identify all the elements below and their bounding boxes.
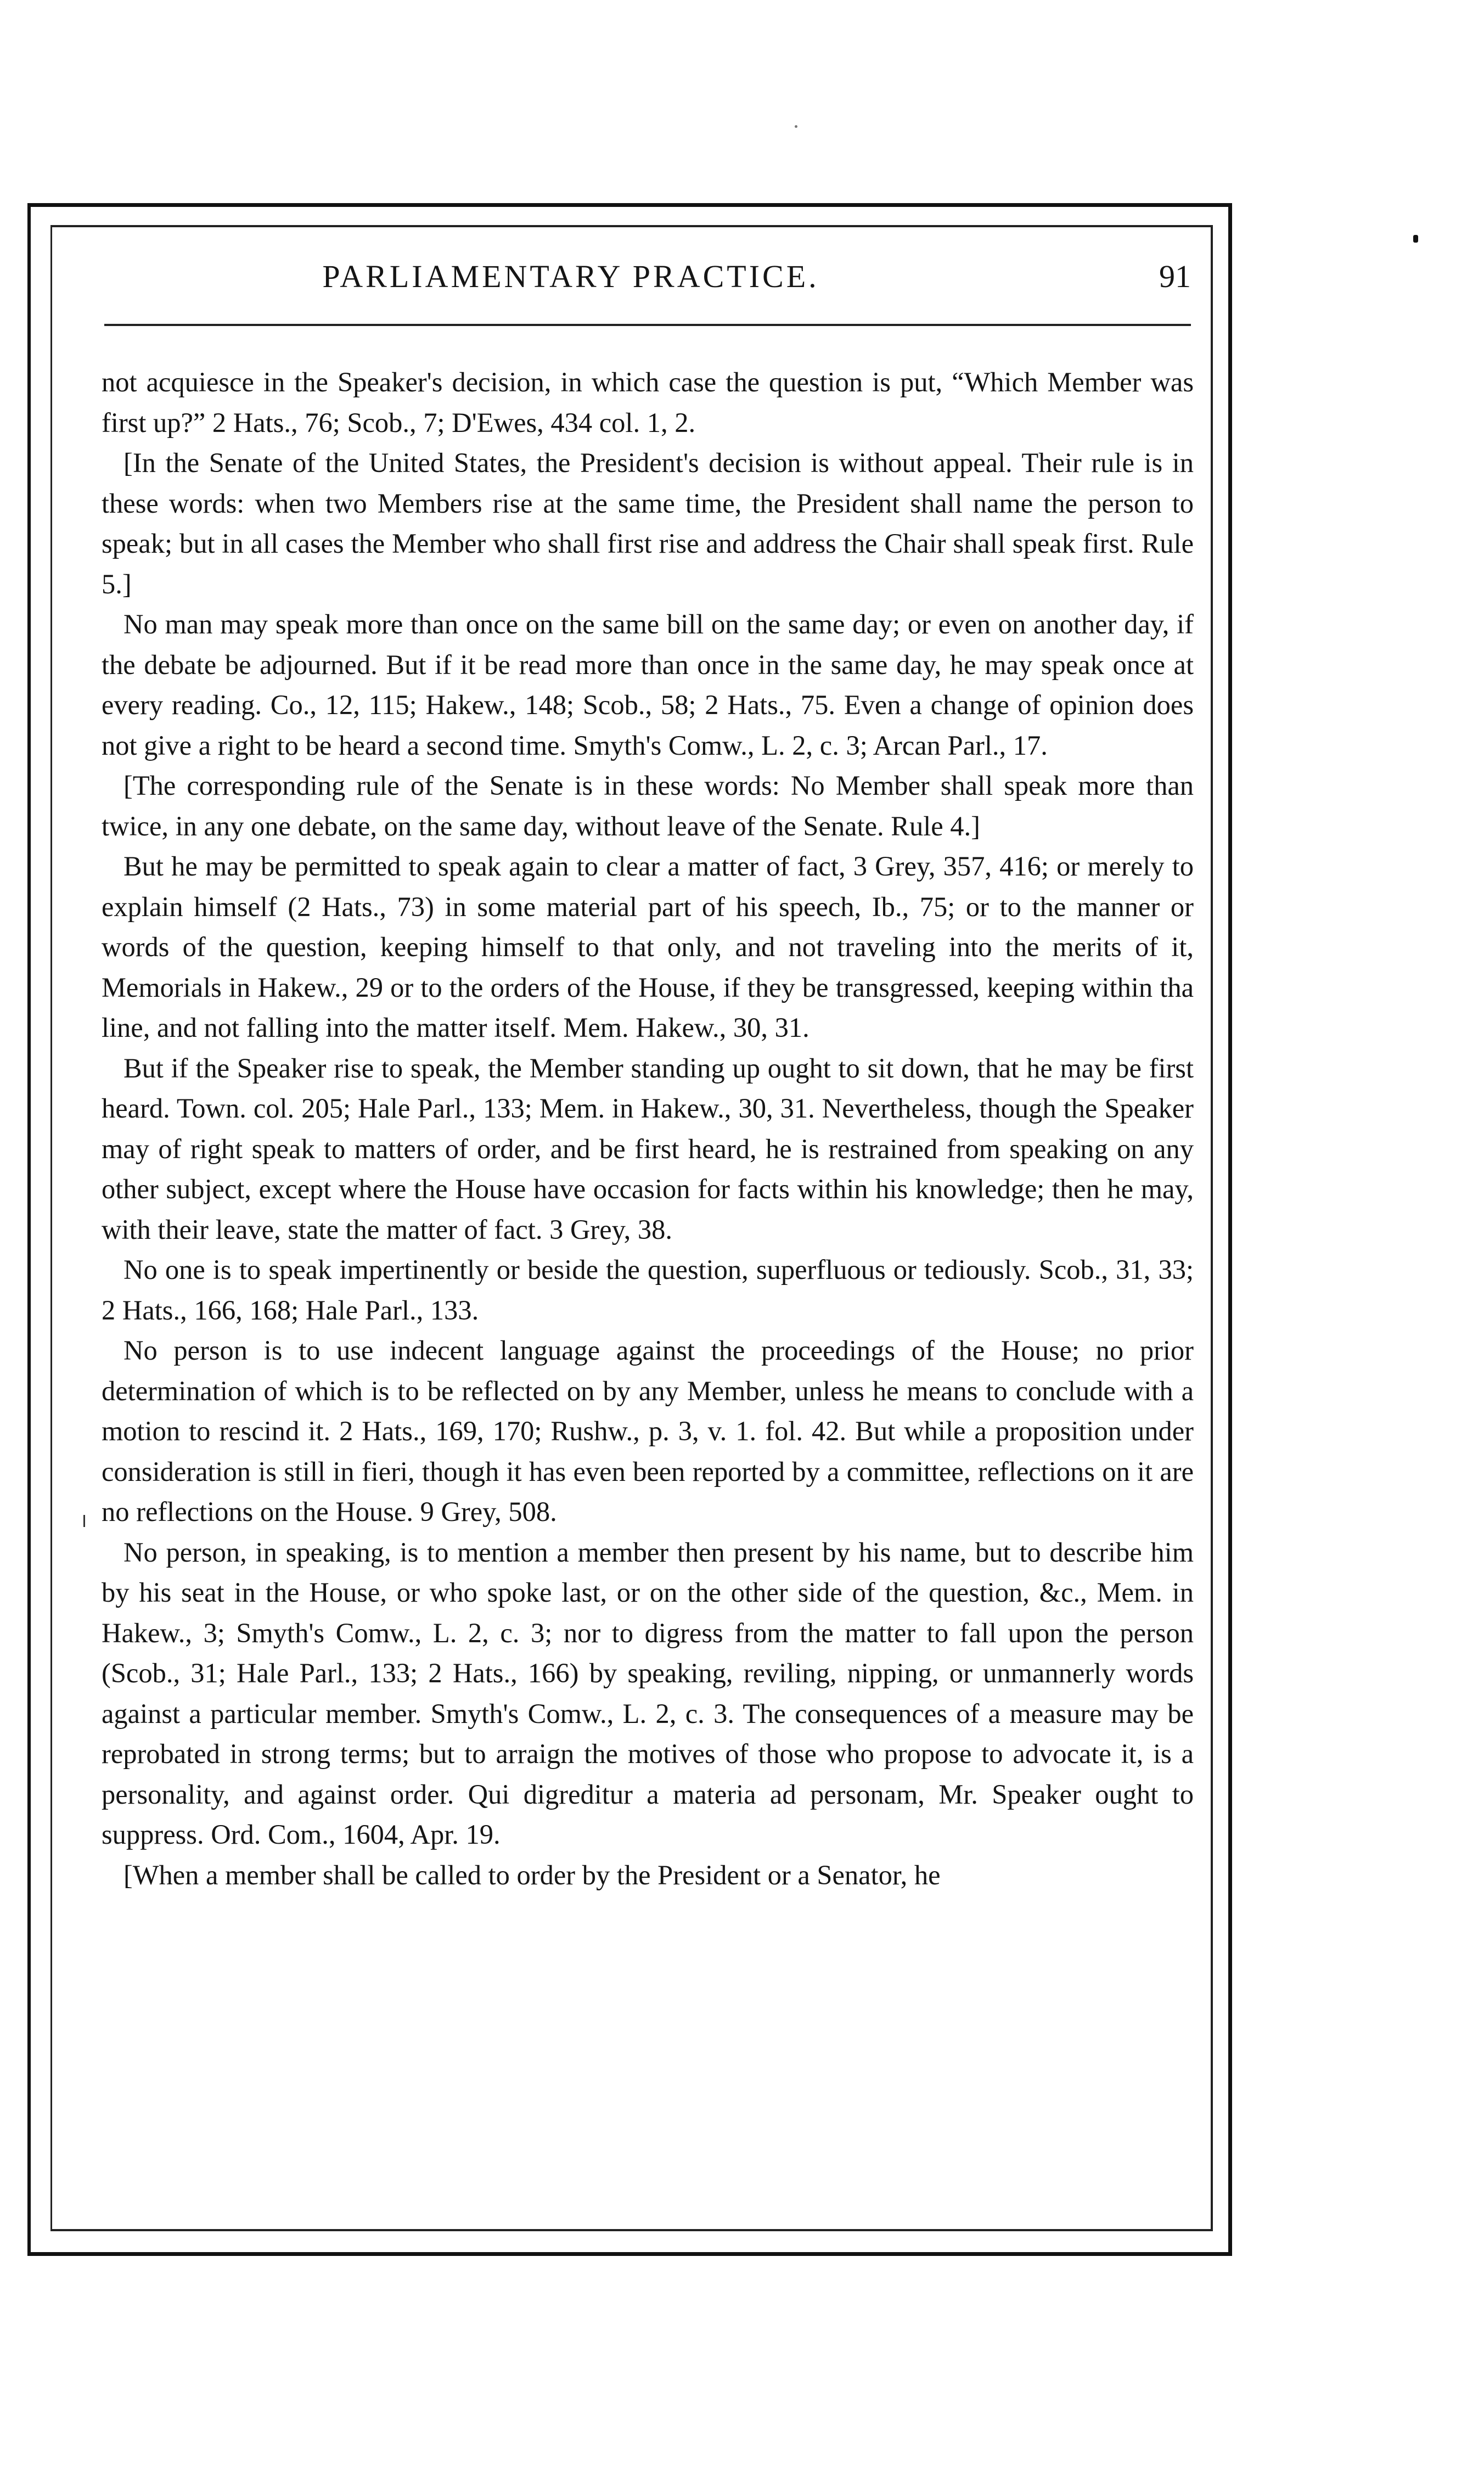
- paragraph-senate-rule-4: [The corresponding rule of the Senate is in these words: No Member shall speak more than twice, in any one debate, on the same day, without leave of the Senate. Rule 4.]: [102, 770, 1194, 841]
- running-title: PARLIAMENTARY PRACTICE.: [322, 259, 819, 294]
- header-rule: [104, 324, 1191, 326]
- paragraph-called-to-order: [When a member shall be called to order by the President or a Senator, he: [123, 1859, 941, 1890]
- print-speck: [795, 125, 797, 128]
- paragraph-speak-again: But he may be permitted to speak again to clear a matter of fact, 3 Grey, 357, 416; or merely to explain himself (2 Hats., 73) in some material part of his speech, Ib., 75; or to the manner or words of the question, keeping himself to that only, and not traveling into the merits of it, Memorials in Hakew., 29 or to the orders of the House, if they be transgressed, keeping within tha line, and not falling into the matter itself. Mem. Hakew., 30, 31.: [102, 851, 1194, 1043]
- page-number: 91: [1159, 259, 1191, 294]
- paragraph-continued: not acquiesce in the Speaker's decision, in which case the question is put, “Which Member was first up?” 2 Hats., 76; Scob., 7; D'Ewes, 434 col. 1, 2.: [102, 367, 1194, 438]
- paragraph-naming-members: No person, in speaking, is to mention a member then present by his name, but to describe him by his seat in the House, or who spoke last, or on the other side of the question, &c., Mem. in Hakew., 3; Smyth's Comw., L. 2, c. 3; nor to digress from the matter to fall upon the person (Scob., 31; Hale Parl., 133; 2 Hats., 166) by speaking, reviling, nipping, or unmannerly words against a particular member. Smyth's Comw., L. 2, c. 3. The consequences of a measure may be reprobated in strong terms; but to arraign the motives of those who propose to advocate it, is a personality, and against order. Qui digreditur a materia ad personam, Mr. Speaker ought to suppress. Ord. Com., 1604, Apr. 19.: [102, 1536, 1194, 1850]
- margin-tick: [83, 1515, 85, 1527]
- paragraph-senate-rule-5: [In the Senate of the United States, the President's decision is without appeal. Their rule is in these words: when two Members rise at the same time, the President shall name the person to speak; but in all cases the Member who shall first rise and address the Chair shall speak first. Rule 5.]: [102, 447, 1194, 599]
- running-head: [104, 258, 1191, 307]
- paragraph-impertinence: No one is to speak impertinently or beside the question, superfluous or tediously. Scob., 31, 33; 2 Hats., 166, 168; Hale Parl., 133.: [102, 1254, 1194, 1326]
- paragraph-indecent-language: No person is to use indecent language against the proceedings of the House; no prior determination of which is to be reflected on by any Member, unless he means to conclude with a motion to rescind it. 2 Hats., 169, 170; Rushw., p. 3, v. 1. fol. 42. But while a proposition under consideration is still in fieri, though it has even been reported by a committee, reflections on it are no reflections on the House. 9 Grey, 508.: [102, 1335, 1194, 1527]
- paragraph-speaker-rise: But if the Speaker rise to speak, the Member standing up ought to sit down, that he may be first heard. Town. col. 205; Hale Parl., 133; Mem. in Hakew., 30, 31. Nevertheless, though the Speaker may of right speak to matters of order, and be first heard, he is restrained from speaking on any other subject, except where the House have occasion for facts within his knowledge; then he may, with their leave, state the matter of fact. 3 Grey, 38.: [102, 1052, 1194, 1245]
- margin-dot-mark: [1413, 235, 1418, 243]
- body-text: [102, 362, 1194, 1895]
- paragraph-speak-once: No man may speak more than once on the same bill on the same day; or even on another day, if the debate be adjourned. But if it be read more than once in the same day, he may speak once at every reading. Co., 12, 115; Hakew., 148; Scob., 58; 2 Hats., 75. Even a change of opinion does not give a right to be heard a second time. Smyth's Comw., L. 2, c. 3; Arcan Parl., 17.: [102, 609, 1194, 761]
